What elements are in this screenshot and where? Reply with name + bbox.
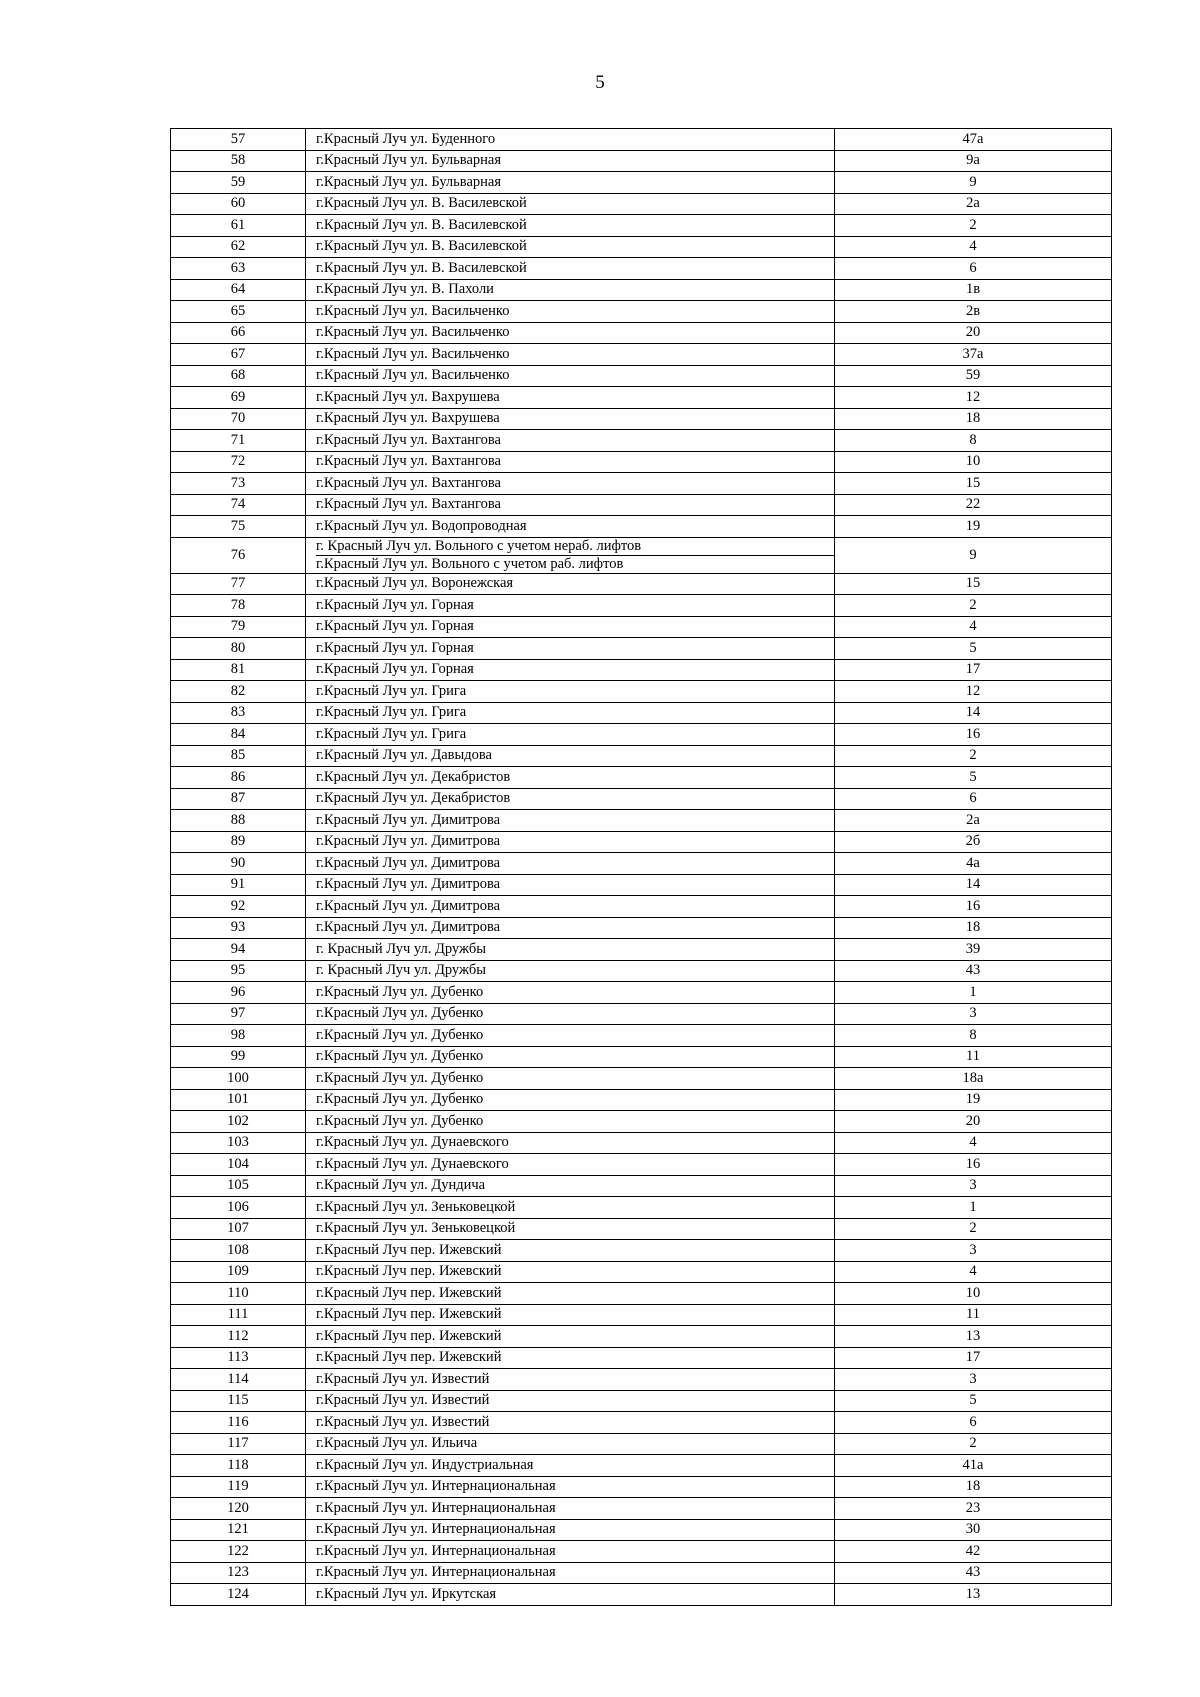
address-cell: г.Красный Луч пер. Ижевский: [306, 1347, 835, 1369]
address-cell: г.Красный Луч ул. Димитрова: [306, 874, 835, 896]
address-cell: г.Красный Луч ул. Зеньковецкой: [306, 1197, 835, 1219]
row-number-cell: 99: [171, 1046, 306, 1068]
row-number-cell: 89: [171, 831, 306, 853]
row-number-cell: 83: [171, 702, 306, 724]
house-number-cell: 2б: [835, 831, 1112, 853]
address-cell: г.Красный Луч ул. Дунаевского: [306, 1132, 835, 1154]
row-number-cell: 63: [171, 258, 306, 280]
house-number-cell: 43: [835, 960, 1112, 982]
house-number-cell: 39: [835, 939, 1112, 961]
row-number-cell: 85: [171, 745, 306, 767]
table-row: [171, 853, 1112, 875]
table-row: [171, 724, 1112, 746]
address-cell: г.Красный Луч ул. В. Василевской: [306, 236, 835, 258]
row-number-cell: 98: [171, 1025, 306, 1047]
table-row: [171, 1089, 1112, 1111]
house-number-cell: 47а: [835, 129, 1112, 151]
row-number-cell: 101: [171, 1089, 306, 1111]
house-number-cell: 16: [835, 896, 1112, 918]
house-number-cell: 16: [835, 1154, 1112, 1176]
house-number-cell: 3: [835, 1240, 1112, 1262]
row-number-cell: 112: [171, 1326, 306, 1348]
row-number-cell: 92: [171, 896, 306, 918]
row-number-cell: 66: [171, 322, 306, 344]
row-number-cell: 59: [171, 172, 306, 194]
table-row: [171, 516, 1112, 538]
address-cell: г.Красный Луч ул. Димитрова: [306, 853, 835, 875]
page-number: 5: [595, 72, 605, 93]
address-cell: г.Красный Луч ул. Дубенко: [306, 1025, 835, 1047]
table-row: [171, 874, 1112, 896]
house-number-cell: 14: [835, 702, 1112, 724]
row-number-cell: 114: [171, 1369, 306, 1391]
address-cell: г.Красный Луч ул. Дубенко: [306, 1046, 835, 1068]
row-number-cell: 115: [171, 1390, 306, 1412]
address-cell: г.Красный Луч ул. В. Василевской: [306, 215, 835, 237]
address-cell: г.Красный Луч ул. Димитрова: [306, 917, 835, 939]
address-cell: г.Красный Луч ул. Димитрова: [306, 831, 835, 853]
row-number-cell: 61: [171, 215, 306, 237]
house-number-cell: 11: [835, 1304, 1112, 1326]
address-cell: г.Красный Луч ул. В. Василевской: [306, 193, 835, 215]
row-number-cell: 84: [171, 724, 306, 746]
address-cell: г.Красный Луч ул. В. Пахоли: [306, 279, 835, 301]
table-row: [171, 1498, 1112, 1520]
house-number-cell: 2в: [835, 301, 1112, 323]
table-row: [171, 1519, 1112, 1541]
row-number-cell: 62: [171, 236, 306, 258]
house-number-cell: 13: [835, 1584, 1112, 1606]
table-row: [171, 767, 1112, 789]
house-number-cell: 8: [835, 430, 1112, 452]
table-row: [171, 1218, 1112, 1240]
table-row: [171, 1046, 1112, 1068]
address-cell: г.Красный Луч ул. Водопроводная: [306, 516, 835, 538]
house-number-cell: 19: [835, 1089, 1112, 1111]
house-number-cell: 16: [835, 724, 1112, 746]
table-row: [171, 279, 1112, 301]
address-table: [170, 128, 1112, 1606]
house-number-cell: 2: [835, 595, 1112, 617]
table-row: [171, 1025, 1112, 1047]
table-row: [171, 896, 1112, 918]
address-cell: г.Красный Луч ул. Дубенко: [306, 1068, 835, 1090]
address-cell: г.Красный Луч ул. Декабристов: [306, 767, 835, 789]
table-row: [171, 1261, 1112, 1283]
address-cell: г.Красный Луч ул. Интернациональная: [306, 1562, 835, 1584]
address-cell: г.Красный Луч ул. Индустриальная: [306, 1455, 835, 1477]
table-row: [171, 365, 1112, 387]
address-cell: г.Красный Луч ул. Дунаевского: [306, 1154, 835, 1176]
address-cell: г.Красный Луч ул. Горная: [306, 638, 835, 660]
house-number-cell: 5: [835, 767, 1112, 789]
row-number-cell: 73: [171, 473, 306, 495]
address-cell: г.Красный Луч ул. Интернациональная: [306, 1519, 835, 1541]
table-row: [171, 1154, 1112, 1176]
row-number-cell: 68: [171, 365, 306, 387]
house-number-cell: 43: [835, 1562, 1112, 1584]
house-number-cell: 2: [835, 1433, 1112, 1455]
address-cell: г.Красный Луч ул. Интернациональная: [306, 1498, 835, 1520]
table-row: [171, 408, 1112, 430]
row-number-cell: 91: [171, 874, 306, 896]
house-number-cell: 15: [835, 573, 1112, 595]
address-cell: г.Красный Луч ул. Грига: [306, 681, 835, 703]
house-number-cell: 13: [835, 1326, 1112, 1348]
house-number-cell: 9: [835, 172, 1112, 194]
address-cell: г.Красный Луч ул. Горная: [306, 595, 835, 617]
table-row: [171, 702, 1112, 724]
house-number-cell: 4а: [835, 853, 1112, 875]
table-row: [171, 917, 1112, 939]
address-cell: г.Красный Луч ул. В. Василевской: [306, 258, 835, 280]
table-row: [171, 982, 1112, 1004]
house-number-cell: 37а: [835, 344, 1112, 366]
address-line: г. Красный Луч ул. Вольного с учетом нераб. лифтов: [316, 537, 642, 554]
table-row: [171, 1390, 1112, 1412]
table-row: [171, 236, 1112, 258]
row-number-cell: 95: [171, 960, 306, 982]
house-number-cell: 1в: [835, 279, 1112, 301]
row-number-cell: 79: [171, 616, 306, 638]
row-number-cell: 64: [171, 279, 306, 301]
house-number-cell: 12: [835, 681, 1112, 703]
table-row: [171, 1283, 1112, 1305]
row-number-cell: 107: [171, 1218, 306, 1240]
row-number-cell: 119: [171, 1476, 306, 1498]
house-number-cell: 4: [835, 1132, 1112, 1154]
row-number-cell: 72: [171, 451, 306, 473]
row-number-cell: 113: [171, 1347, 306, 1369]
table-row: [171, 129, 1112, 151]
table-row: [171, 1304, 1112, 1326]
row-number-cell: 75: [171, 516, 306, 538]
table-row: [171, 494, 1112, 516]
address-cell: г.Красный Луч ул. Воронежская: [306, 573, 835, 595]
house-number-cell: 12: [835, 387, 1112, 409]
address-cell: г.Красный Луч ул. Дундича: [306, 1175, 835, 1197]
house-number-cell: 8: [835, 1025, 1112, 1047]
table-row: [171, 1584, 1112, 1606]
table-row: [171, 473, 1112, 495]
address-cell: г.Красный Луч пер. Ижевский: [306, 1304, 835, 1326]
house-number-cell: 15: [835, 473, 1112, 495]
table-row: [171, 1412, 1112, 1434]
house-number-cell: 2: [835, 215, 1112, 237]
house-number-cell: 18: [835, 917, 1112, 939]
table-row: [171, 1433, 1112, 1455]
house-number-cell: 59: [835, 365, 1112, 387]
house-number-cell: 2: [835, 745, 1112, 767]
table-row: [171, 1240, 1112, 1262]
row-number-cell: 80: [171, 638, 306, 660]
house-number-cell: 1: [835, 1197, 1112, 1219]
address-cell: г. Красный Луч ул. Дружбы: [306, 960, 835, 982]
table-row: [171, 1347, 1112, 1369]
table-row: [171, 1455, 1112, 1477]
table-row: [171, 193, 1112, 215]
address-cell: г.Красный Луч ул. Известий: [306, 1369, 835, 1391]
row-number-cell: 106: [171, 1197, 306, 1219]
house-number-cell: 20: [835, 1111, 1112, 1133]
address-cell: г.Красный Луч ул. Дубенко: [306, 1111, 835, 1133]
table-row: [171, 1326, 1112, 1348]
row-number-cell: 77: [171, 573, 306, 595]
house-number-cell: 9а: [835, 150, 1112, 172]
table-row: [171, 960, 1112, 982]
row-number-cell: 60: [171, 193, 306, 215]
address-cell: г.Красный Луч ул. Вахтангова: [306, 430, 835, 452]
address-cell: г.Красный Луч пер. Ижевский: [306, 1326, 835, 1348]
table-row: [171, 681, 1112, 703]
row-number-cell: 121: [171, 1519, 306, 1541]
address-cell: г.Красный Луч ул. Интернациональная: [306, 1476, 835, 1498]
row-number-cell: 97: [171, 1003, 306, 1025]
address-cell: г.Красный Луч пер. Ижевский: [306, 1240, 835, 1262]
house-number-cell: 18: [835, 408, 1112, 430]
row-number-cell: 96: [171, 982, 306, 1004]
house-number-cell: 41а: [835, 1455, 1112, 1477]
address-cell: г.Красный Луч ул. Вахтангова: [306, 451, 835, 473]
row-number-cell: 118: [171, 1455, 306, 1477]
house-number-cell: 23: [835, 1498, 1112, 1520]
address-cell: г.Красный Луч ул. Вахтангова: [306, 494, 835, 516]
row-number-cell: 93: [171, 917, 306, 939]
table-row: [171, 451, 1112, 473]
row-number-cell: 58: [171, 150, 306, 172]
house-number-cell: 17: [835, 1347, 1112, 1369]
address-cell: г.Красный Луч ул. Вахрушева: [306, 387, 835, 409]
table-row: [171, 788, 1112, 810]
table-row: [171, 322, 1112, 344]
row-number-cell: 65: [171, 301, 306, 323]
house-number-cell: 42: [835, 1541, 1112, 1563]
table-row: [171, 1197, 1112, 1219]
house-number-cell: 9: [835, 537, 1112, 573]
house-number-cell: 10: [835, 451, 1112, 473]
table-row: [171, 1562, 1112, 1584]
house-number-cell: 30: [835, 1519, 1112, 1541]
row-number-cell: 81: [171, 659, 306, 681]
row-number-cell: 57: [171, 129, 306, 151]
house-number-cell: 3: [835, 1369, 1112, 1391]
address-line: г.Красный Луч ул. Вольного с учетом раб. лифтов: [316, 555, 834, 573]
row-number-cell: 90: [171, 853, 306, 875]
house-number-cell: 2а: [835, 193, 1112, 215]
table-row: [171, 939, 1112, 961]
table-row: [171, 1541, 1112, 1563]
table-row: [171, 810, 1112, 832]
address-cell: г.Красный Луч ул. Дубенко: [306, 1089, 835, 1111]
row-number-cell: 70: [171, 408, 306, 430]
house-number-cell: 5: [835, 638, 1112, 660]
address-cell: г.Красный Луч ул. Известий: [306, 1412, 835, 1434]
row-number-cell: 94: [171, 939, 306, 961]
address-cell: г.Красный Луч пер. Ижевский: [306, 1283, 835, 1305]
house-number-cell: 4: [835, 1261, 1112, 1283]
address-cell: г.Красный Луч ул. Димитрова: [306, 810, 835, 832]
house-number-cell: 6: [835, 1412, 1112, 1434]
row-number-cell: 78: [171, 595, 306, 617]
table-row: [171, 1068, 1112, 1090]
address-cell: г.Красный Луч ул. Грига: [306, 724, 835, 746]
table-row: [171, 215, 1112, 237]
address-cell: г.Красный Луч ул. Васильченко: [306, 344, 835, 366]
row-number-cell: 76: [171, 537, 306, 573]
address-cell: г.Красный Луч ул. Интернациональная: [306, 1541, 835, 1563]
row-number-cell: 86: [171, 767, 306, 789]
table-row: [171, 1175, 1112, 1197]
row-number-cell: 67: [171, 344, 306, 366]
address-cell: [306, 537, 835, 573]
row-number-cell: 109: [171, 1261, 306, 1283]
row-number-cell: 116: [171, 1412, 306, 1434]
address-cell: г.Красный Луч ул. Ильича: [306, 1433, 835, 1455]
row-number-cell: 104: [171, 1154, 306, 1176]
table-row: [171, 659, 1112, 681]
table-row: [171, 344, 1112, 366]
address-cell: г.Красный Луч ул. Давыдова: [306, 745, 835, 767]
house-number-cell: 2а: [835, 810, 1112, 832]
row-number-cell: 71: [171, 430, 306, 452]
address-cell: г.Красный Луч ул. Васильченко: [306, 301, 835, 323]
address-cell: г.Красный Луч пер. Ижевский: [306, 1261, 835, 1283]
row-number-cell: 105: [171, 1175, 306, 1197]
row-number-cell: 111: [171, 1304, 306, 1326]
address-cell: г.Красный Луч ул. Вахтангова: [306, 473, 835, 495]
house-number-cell: 20: [835, 322, 1112, 344]
table-row: [171, 616, 1112, 638]
house-number-cell: 14: [835, 874, 1112, 896]
row-number-cell: 122: [171, 1541, 306, 1563]
table-row: [171, 745, 1112, 767]
house-number-cell: 3: [835, 1003, 1112, 1025]
table-row: [171, 573, 1112, 595]
house-number-cell: 1: [835, 982, 1112, 1004]
address-cell: г.Красный Луч ул. Бульварная: [306, 172, 835, 194]
table-row: [171, 172, 1112, 194]
row-number-cell: 117: [171, 1433, 306, 1455]
address-cell: г.Красный Луч ул. Васильченко: [306, 365, 835, 387]
house-number-cell: 4: [835, 236, 1112, 258]
address-cell: г.Красный Луч ул. Горная: [306, 659, 835, 681]
address-cell: г.Красный Луч ул. Зеньковецкой: [306, 1218, 835, 1240]
house-number-cell: 22: [835, 494, 1112, 516]
table-row: [171, 387, 1112, 409]
row-number-cell: 74: [171, 494, 306, 516]
row-number-cell: 69: [171, 387, 306, 409]
table-row: [171, 1132, 1112, 1154]
house-number-cell: 18: [835, 1476, 1112, 1498]
house-number-cell: 2: [835, 1218, 1112, 1240]
house-number-cell: 6: [835, 258, 1112, 280]
row-number-cell: 123: [171, 1562, 306, 1584]
house-number-cell: 6: [835, 788, 1112, 810]
table-row: [171, 831, 1112, 853]
address-cell: г.Красный Луч ул. Дубенко: [306, 982, 835, 1004]
house-number-cell: 17: [835, 659, 1112, 681]
house-number-cell: 3: [835, 1175, 1112, 1197]
address-cell: г.Красный Луч ул. Васильченко: [306, 322, 835, 344]
address-cell: г.Красный Луч ул. Димитрова: [306, 896, 835, 918]
address-cell: г. Красный Луч ул. Дружбы: [306, 939, 835, 961]
address-cell: г.Красный Луч ул. Декабристов: [306, 788, 835, 810]
row-number-cell: 82: [171, 681, 306, 703]
table-row: [171, 258, 1112, 280]
table-row: [171, 595, 1112, 617]
address-cell: г.Красный Луч ул. Бульварная: [306, 150, 835, 172]
table-row: [171, 150, 1112, 172]
house-number-cell: 4: [835, 616, 1112, 638]
house-number-cell: 11: [835, 1046, 1112, 1068]
row-number-cell: 120: [171, 1498, 306, 1520]
row-number-cell: 100: [171, 1068, 306, 1090]
row-number-cell: 103: [171, 1132, 306, 1154]
address-cell: г.Красный Луч ул. Дубенко: [306, 1003, 835, 1025]
row-number-cell: 108: [171, 1240, 306, 1262]
address-cell: г.Красный Луч ул. Известий: [306, 1390, 835, 1412]
table-row: [171, 537, 1112, 573]
address-cell: г.Красный Луч ул. Вахрушева: [306, 408, 835, 430]
table-row: [171, 430, 1112, 452]
house-number-cell: 10: [835, 1283, 1112, 1305]
address-table-body: [171, 129, 1112, 1606]
table-row: [171, 638, 1112, 660]
row-number-cell: 102: [171, 1111, 306, 1133]
house-number-cell: 19: [835, 516, 1112, 538]
house-number-cell: 18а: [835, 1068, 1112, 1090]
row-number-cell: 124: [171, 1584, 306, 1606]
table-row: [171, 301, 1112, 323]
address-cell: г.Красный Луч ул. Иркутская: [306, 1584, 835, 1606]
address-cell: г.Красный Луч ул. Буденного: [306, 129, 835, 151]
table-row: [171, 1111, 1112, 1133]
table-row: [171, 1369, 1112, 1391]
table-row: [171, 1476, 1112, 1498]
address-cell: г.Красный Луч ул. Грига: [306, 702, 835, 724]
row-number-cell: 110: [171, 1283, 306, 1305]
house-number-cell: 5: [835, 1390, 1112, 1412]
table-row: [171, 1003, 1112, 1025]
row-number-cell: 88: [171, 810, 306, 832]
row-number-cell: 87: [171, 788, 306, 810]
address-cell: г.Красный Луч ул. Горная: [306, 616, 835, 638]
